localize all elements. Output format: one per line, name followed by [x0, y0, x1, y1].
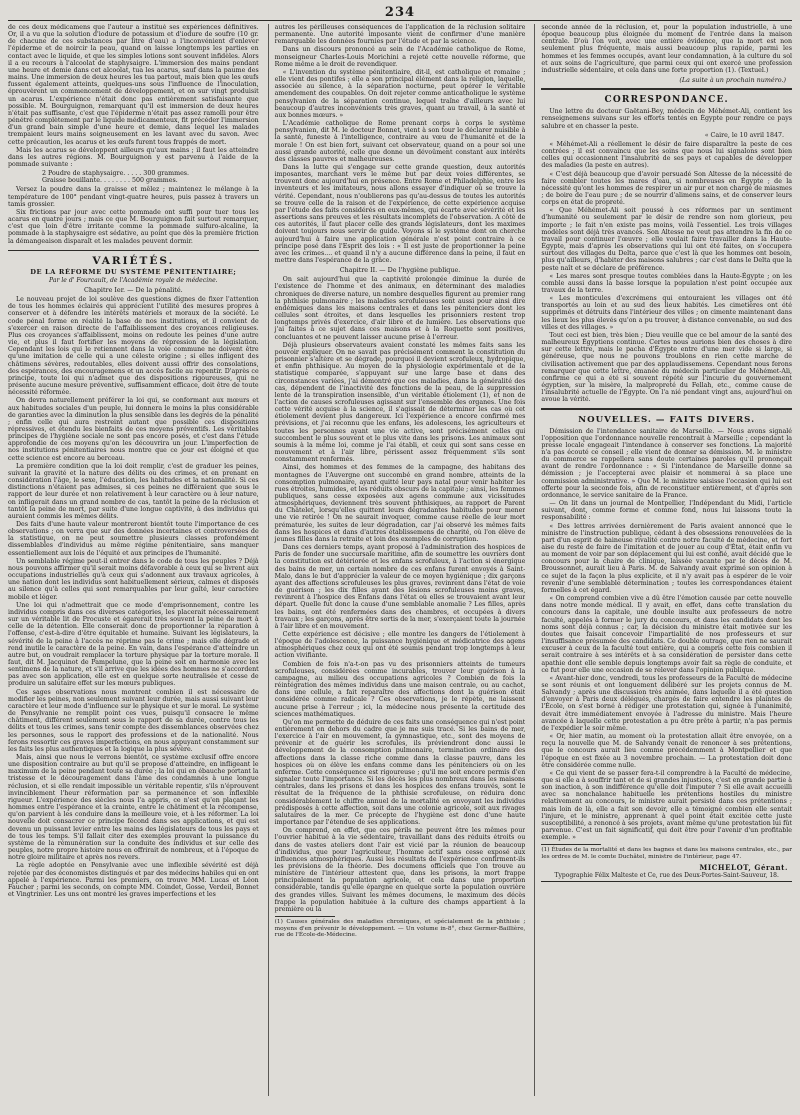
printer-imprint: Typographie Félix Malteste et Ce, rue des Deux-Portes-Saint-Sauveur, 18. [554, 871, 779, 879]
paragraph: « Or, hier matin, au moment où la protestation allait être envoyée, on a reçu la nouvelle que M. de Salvandy venait de renoncer à ses prétentions, que le concours aurait lieu comme précédemment à Montpellier et que l'époque en est fixée au 3 novembre prochain. — La protestation doit donc être considérée comme nulle. [541, 733, 792, 769]
paragraph: On devra naturellement préférer la loi qui, se conformant aux mœurs et aux habitudes sociales d'un peuple, lui donnera le moins la plus considérable de garanties avec la diminution la plus sensible dans les degrés de la pénalité ; enfin celle qui aura restreint autant que possible ces dispositions répressives, et étendu les bienfaits de ces moyens préventifs. Les véritables principes de l'hygiène sociale ne sont pas encore posés, et c'est dans l'étude approfondie de ces moyens qu'on les découvrira un jour. L'imperfection de nos institutions pénitentiaires nous montre que ce jour est éloigné et que cette science est encore au berceau. [8, 397, 259, 462]
page-number: 234 [384, 5, 416, 20]
paragraph: Cette expérience est décisive ; elle montre les dangers de l'étiolement à l'époque de l'adolescence, la puissance hygiénique et médicatrice des agens atmosphériques chez ceux qui ont été soumis pendant trop longtemps à leur action vivifiante. [274, 630, 526, 660]
paragraph: autres les périlleuses conséquences de l'application de la réclusion solitaire permanente. Une autorité imposante vient de confirmer d'une manière remarquable les données fournies par l'étude et par la science. [274, 24, 526, 46]
formula-line: Graisse bouillante. . . . . . . . 500 grammes. [42, 177, 178, 185]
article-title: DE LA RÉFORME DU SYSTÈME PÉNITENTIAIRE; [30, 267, 237, 276]
paragraph: Mais les acarus se développent ailleurs qu'aux mains ; il faut les atteindre dans les autres régions. M. Bourguignon y est parvenu à l'aide de la pommade suivante : [8, 146, 259, 168]
paragraph: Dans ces derniers temps, ayant proposé à l'administration des hospices de Paris de fonder une succursale maritime, afin de soumettre les ouvriers dont la constitution est détériorée et les enfans scrofuleux, à l'action si énergique des bains de mer, un certain nombre de ces enfans furent envoyés à Saint-Malo, dans le but d'apprécier la valeur de ce moyen hygiénique ; dix garçons ayant des affections scrofuleuses les plus graves, revinrent dans l'état de voie de guérison ; les dix filles ayant des lésions scrofuleuses moins graves, revinrent à l'hospice des Enfans dans l'état où elles se trouvaient avant leur départ. Quelle fut donc la cause d'une semblable anomalie ? Les filles, après les bains, ont été renfermées dans des chambres, et occupées à divers travaux ; les garçons, après être sortis de la mer, s'exerçaient toute la journée à l'air libre et en mouvement. [274, 544, 526, 630]
chapter-heading: Chapitre Ier. — De la pénalité. [84, 286, 183, 294]
paragraph: de ces deux médicamens que l'auteur a institué ses expériences définitives. Or, il a vu que la solution d'iodure de potassium et d'iodure de soufre (10 gr. de chacune de ces substances par litre d'eau) a l'inconvénient d'enlever l'épiderme et de noircir la peau, quand on laisse longtemps les parties en contact avec le liquide, et que les simples lotions sont souvent infidèles. Alors il a eu recours à l'alcoolat de staphysaigre. L'immersion des mains pendant une heure et demie dans cet alcoolat, tua les acarus, sauf dans la paume des mains. Une immersion de deux heures les tua partout, mais bien que les œufs fussent également atteints, quelques-uns sous l'influence de l'inoculation, éprouvèrent un commencement de développement, et on sur vingt produisit un acarus. L'expérience n'était donc pas entièrement satisfaisante que possible. M. Bourguignon, remarquant qu'il est immersion de deux heures n'était pas suffisante, c'est que l'épiderme n'était pas assez ramolli pour être pénétré complètement par le liquide médicamenteux, fit précéder l'immersion d'un grand bain simple d'une heure et demie, dans lequel les malades trempaient leurs mains soigneusement en les lavant avec du savon. Avec cette précaution, les acarus et les œufs furent tous frappés de mort. [8, 24, 259, 146]
paragraph: « Les monticules d'excrémens qui entouraient les villages ont été transportés au loin et au sud des lieux habités. Les cimetières ont été supprimés et détruits dans l'intérieur des villes ; on cimente maintenant dans les lieux les plus élevés qu'on a pu trouver, à distance convenable, au sud des villes et des villages. » [541, 295, 792, 331]
paragraph: Une loi qui n'admettrait que ce mode d'emprisonnement, contre les individus compris dans ces diverses catégories, les placerait nécessairement sur un véritable lit de Procuste et égarerait très souvent la peine de mort à celle de la détention. Elle conserait donc de proportionner la réparation à l'offense, c'est-à-dire d'être équitable et humaine. Suivant les législateurs, la sévérité de la peine à l'accès ne réprime pas le crime ; mais elle dégrade et rend inutile le caractère de la peine. En vain, dans l'espérance d'atteindre un autre but, on voudrait remplacer la torture physique par la torture morale. Il faut, dit M. Jacquinot de Pampelune, que la peine soit en harmonie avec les sentimens de la nature, et s'il arrive que les idées des hommes ne s'accordent pas avec son application, elle est en quelque sorte neutralisée et cesse de produire un salutaire effet sur les mœurs publiques. [8, 601, 259, 688]
paragraph: « Méhémet-Ali a réellement le désir de faire disparaître la peste de ces contrées ; il est convaincu que les soins que nous lui signalons sont bien celles qui occasionnent l'insalubrité de ses pays et capables de développer des maladies (la peste en autres). [541, 140, 792, 170]
column-3 [534, 24, 792, 1096]
paragraph: — On lit dans un journal de Montpellier, l'Indépendant du Midi, l'article suivant, dont, comme forme et comme fond, nous lui laissons toute la responsabilité : [541, 500, 792, 522]
paragraph: Le nouveau projet de loi soulève des questions dignes de fixer l'attention de tous les hommes éclairés qui apprécient l'utilité des mesures propres à conserver et à défendre les intérêts matériels et moraux de la société. Le code pénal forme en réalité la base de nos institutions, et il convient de s'exercer en raison directe de l'affaiblissement des croyances religieuses. Plus ces croyances s'affaiblissent, moins on redoute les peines d'une autre vie, et plus il faut fortifier les moyens de répression de la législation. Cependant les lois qui le retiennent dans la voie commune ne doivent être qu'une imitation de celle qui a une céleste origine ; si elles infligent des châtimens sévères, redoutables, elles doivent aussi offrir des consolations, des espérances, des encouragemens et un accès facile au repentir. D'après ce principe, toute loi qui n'admet que des dispositions rigoureuses, qui ne présente aucune mesure préventive, suffisamment efficace, doit être de toute nécessité réformée. [8, 296, 259, 397]
paragraph: « Que Méhémet-Ali soit poussé à ces réformes par un sentiment d'humanité ou seulement par le désir de rendre son nom glorieux, peu importe ; le fait n'en existe pas moins, voilà l'essentiel. Les trois villages modèles sont déjà très avancés. Son Altesse ne veut pas attendre la fin de ce travail pour continuer l'œuvre ; elle voulait faire travailler dans la Haute-Égypte, mais d'après les observations qui lui ont été faites, on s'occupera surtout des villages du Delta, parce que c'est là que les hommes ont besoin, plus qu'ailleurs, d'habiter des maisons salubres ; car c'est dans le Delta que la peste naît et se déclare de préférence. [541, 207, 792, 272]
section-title-nouvelles: NOUVELLES. — FAITS DIVERS. [578, 414, 756, 425]
paragraph: La règle adoptée en Pensylvanie avec une inflexible sévérité est déjà rejetée par des économistes distingués et par des médecins habiles qui en ont appelé à l'expérience. Parmi les premiers, on trouve MM. Lucas et Léon Faucher ; parmi les seconds, on compte MM. Coindet, Gosse, Verdeil, Bonnet et Vingtrinier. Les uns ont montré les graves imperfections et les [8, 862, 259, 898]
footnote: (1) Causes générales des maladies chroniques, et spécialement de la phthisie ; moyens d'en prévenir le développement. — Un volume in-8°, chez Germer-Baillière, rue de l'École-de-Médecine. [274, 919, 526, 939]
footnote-rule [541, 844, 601, 845]
paragraph: « L'invention du système pénitentiaire, dit-il, est catholique et romaine ; elle vient des pontifes ; elle a son principal élément dans la religion, laquelle, associée au silence, à la séparation nocturne, peut opérer le véritable amendement des coupables. On doit rejeter comme anticatholique le système pensylvanien de la séparation continue, lequel traîne d'ailleurs avec lui beaucoup d'autres inconvénients très graves, quant au travail, à la santé et aux bonnes mœurs. » [274, 68, 526, 119]
paragraph: « Des lettres arrivées dernièrement de Paris avaient annoncé que le ministre de l'instruction publique, cédant à des obsessions renouvelées de la part d'un esprit de haineuse rivalité contre notre faculté de médecine, et fort aise du reste de faire de l'imitation et de jouer au coup d'État, était enfin vu au moment de voir par son déplacement qui lui est confié, avait décidé que le concours pour la chaire de clinique, laissée vacante par le décès de M. Broussonnet, aurait lieu à Paris. M. de Salvandy avait exprimé son opinion à ce sujet de la façon la plus explicite, et il n'y avait pas à espérer de le voir revenir d'une semblable détermination ; toutes les correspondances étaient formelles à cet égard. [541, 522, 792, 594]
paragraph: Tout ceci est bien, très bien ; Dieu veuille que ce bel amour de la santé des malheureux Égyptiens continue. Certes nous aurions bien des choses à dire sur cette lettre, mais le pacha d'Égypte entre d'une mer vide si large, si généreuse, que nous ne pouvons troublons en rien cette marche de civilisation activement que par des applaudissemens. Cependant nous ferons remarquer que cette lettre, émanée du médecin particulier de Méhémet-Ali, confirme ce qui a été si souvent répété sur l'incurie du gouvernement égyptien, sur la misère, la malpropreté du Fellah, etc., comme cause de l'insalubrité actuelle de l'Égypte. On l'a nié pendant vingt ans, aujourd'hui on avoue la vérité. [541, 331, 792, 404]
paragraph: « On comprend combien vive a dû être l'émotion causée par cette nouvelle dans notre monde médical. Il y avait, en effet, dans cette translation du concours dans la capitale, une double insulte aux professeurs de notre faculté, appelés à former le jury du concours, et dans les candidats dont les noms sont déjà connus ; car, la décision du ministre était motivée sur les doutes que faisait concevoir l'impartialité de nos professeurs et sur l'insuffisance présumée des candidats. Ce double outrage, que rien ne saurait excuser à ceux de la faculté tout entière, qui a compris cette fois combien il serait contraire à ses intérêts et à sa considération de persister dans cette apathie dont elle semble depuis longtemps avoir fait sa règle de conduite, et ce fut pour elle une occasion de se relever dans l'opinion publique. [541, 595, 792, 674]
publisher-signature: MICHELOT, Gérant. [699, 862, 789, 872]
continued-note: (La suite à un prochain numéro.) [679, 76, 787, 85]
paragraph: On comprend, en effet, que ces périls ne peuvent être les mêmes pour l'ouvrier habitué à la vie sédentaire, travaillant dans des réduits étroits ou dans de vastes ateliers dont l'air est vicié par la réunion de beaucoup d'individus, que pour l'agriculteur, l'homme actif sans cesse exposé aux influences atmosphériques. Aussi les résultats de l'expérience confirment-ils les prévisions de la théorie. Des documens officiels que l'on trouve au ministère de l'intérieur attestent que, dans les prisons, la mort frappe principalement la population agricole, et cela dans une proportion considérable, tandis qu'elle épargne en quelque sorte la population ouvrière des grandes villes. Suivant les mêmes documens, le maximum des décès frappe la population habituée à la culture des champs appartient à la première ou la [274, 827, 526, 913]
paragraph: L'Académie catholique de Rome prenant corps à corps le système pensylvanien, dit M. le docteur Bonnet, vient à son tour le déclarer nuisible à la santé, funeste à l'intelligence, contraire au vœu de l'humanité et de la morale ! On est bien fort, suivant cet observateur, quand on a pour soi une aussi grande autorité, celle que donne un dévoûment constant aux intérêts des classes pauvres et malheureuses. [274, 120, 526, 163]
paragraph: Six frictions par jour avec cette pommade ont suffi pour tuer tous les acarus en quatre jours ; mais ce que M. Bourguignon fait surtout remarquer, c'est que loin d'être irritante comme la pommade sulfuro-alcaline, la pommade à la staphysaigre est sédative, au point que dès la première friction la démangeaison disparaît et les malades peuvent dormir. [8, 208, 259, 245]
paragraph: Mais, ainsi que nous le verrons bientôt, ce système exclusif offre encore une disposition contraire au but qu'il se propose d'atteindre, en infligeant le maximum de la peine pendant toute sa durée ; la loi qui en ébauche portant la tristesse et le découragement dans l'âme des condamnés à une longue réclusion, et si elle rendait impossible un véritable repentir, s'ils n'éprouvent invinciblement l'heur réformation par sa permanence et son inflexible rigueur. L'expérience des siècles nous l'a appris, ce n'est qu'en plaçant les hommes entre l'espérance et la crainte, entre le châtiment et la récompense, qu'on parvient à les conduire dans la meilleure voie, et à les réformer. La loi nouvelle doit consacrer ce principe fécond dans ses applications, et qui est devenu un puissant levier entre les mains des législateurs de tous les pays et de tous les temps. S'il fallait citer des exemples prouvant la puissance du système de la rémunération sur la conduite des individus et sur celle des peuples, notre propre histoire nous en offrirait de nombreux, et à l'époque de notre gloire militaire et après nos revers. [8, 754, 259, 862]
section-title-varietes: VARIÉTÉS. [92, 254, 175, 267]
section-separator [8, 250, 259, 251]
paragraph: Des faits d'une haute valeur montreront bientôt toute l'importance de ces observations ; on verra que sur des données incertaines et controversées de la statistique, on ne peut soumettre plusieurs classes profondément dissemblables d'individus au même régime pénitentiaire, sans manquer essentiellement aux lois de l'équité et aux principes de l'humanité. [8, 521, 259, 557]
paragraph: Un semblable régime peut-il entrer dans le code de tous les peuples ? Déjà nous pouvons affirmer qu'il serait moins défavorable à ceux qui se livrent aux occupations industrielles qu'à ceux qui s'adonnent aux travaux agricoles, à une nation dont les individus sont habituellement sérieux, calmes et disposés au silence qu'à celles qui sont remarquables par leur gaîté, leur caractère mobile et léger. [8, 557, 259, 601]
paragraph: Démission de l'intendance sanitaire de Marseille. — Nous avons signalé l'opposition que l'ordonnance nouvelle rencontrait à Marseille ; cependant la presse locale engageait l'intendance à conserver ses fonctions. La majorité n'a pas écouté ce conseil ; elle vient de donner sa démission. M. le ministre du commerce se rappellera sans doute certaines paroles qu'il prononçait avant de rendre l'ordonnance : « Si l'intendance de Marseille donne sa démission ; je l'accepterai avec plaisir et nommerai à sa place une commission administrative. » Que M. le ministre saisisse l'occasion qui lui est offerte pour la seconde fois, afin de reconstituer entièrement, et d'après son ordonnance, le service sanitaire de la France. [541, 427, 792, 499]
chapter-heading: Chapitre II. — De l'hygiène publique. [339, 266, 461, 275]
section-separator [541, 88, 792, 90]
paragraph: Ces sages observations nous montrent combien il est nécessaire de modifier les peines, non seulement suivant leur durée, mais aussi suivant leur caractère et leur mode d'influence sur le physique et sur le moral. Le système de Pensylvanie ne remplit point ces vues, puisqu'il consacre le même châtiment, différent seulement sous le rapport de sa durée, contre tous les délits et tous les crimes, sans tenir compte des dissemblances observées chez les personnes, sous le rapport des professions et de la nationalité. Nous ferons ressortir ces graves imperfections, en nous appuyant constamment sur les faits les plus authentiques et la logique la plus sévère. [8, 688, 259, 753]
paragraph: seconde année de la réclusion, et, pour la population industrielle, à une époque beaucoup plus éloignée du moment de l'entrée dans la maison centrale. D'où l'on voit, avec une entière évidence, que la mort est non seulement plus fréquente, mais aussi beaucoup plus rapide, parmi les hommes et les femmes occupés, avant leur condamnation, à la culture du sol et aux soins de l'agriculture, que parmi ceux qui ont exercé une profession industrielle sédentaire, et cela dans une forte proportion (1). (Textuel.) [541, 24, 792, 74]
paragraph: La première condition que la loi doit remplir, c'est de graduer les peines, suivant la gravité et la nature des délits ou des crimes, et en prenant en considération l'âge, le sexe, l'éducation, les habitudes et la nationalité. Si ces distinctions n'étaient pas admises, si ces peines ne différaient que sous le rapport de leur durée et non relativement à leur caractère ou à leur nature, on infligerait dans un grand nombre de cas, tantôt la peine de la réclusion et tantôt la peine de mort, par suite d'une longue captivité, à des individus qui auraient commis les mêmes délits. [8, 462, 259, 520]
paragraph: Déjà plusieurs observateurs avaient constaté les mêmes faits sans les pouvoir expliquer. On ne savait pas précisément comment la constitution du prisonnier s'altère et se dégrade, pourquoi il devient scrofuleux, hydropique, et enfin phthisique. Au moyen de la physiologie expérimentale et de la statistique comparée, s'appuyant sur une large base et dans des circonstances variées, j'ai démontré que ces maladies, dans la généralité des cas, dépendent de l'inactivité des fonctions de la peau, de la suppression lente de la transpiration insensible, d'un véritable étiolement (1), et non de l'action de causes scrofuleuses agissant sur l'ensemble des organes. Une fois cette vérité acquise à la science, il s'agissait de déterminer les cas où cet étiolement devient plus dangereux. Ici l'expérience a encore confirmé mes prévisions, et j'ai reconnu que les enfans, les adolescens, les agriculteurs et toutes les personnes ayant une vie active, sont précisément celles qui succombent le plus souvent et le plus vite dans les prisons. Les animaux sont soumis à la même loi, comme je l'ai établi, et ceux qui sont sans cesse en mouvement et à l'air libre, périssent assez fréquemment s'ils sont constamment renfermés. [274, 341, 526, 464]
section-separator [541, 408, 792, 410]
columns [8, 24, 792, 1096]
column-2 [268, 24, 526, 1096]
paragraph: « Ce qui vient de se passer fera-t-il comprendre à la Faculté de médecine, que si elle a à souffrir tant et de si grandes injustices, c'est en grande partie à son inaction, à son indifférence qu'elle doit l'imputer ? Si elle avait accueilli avec sa nonchalance habituelle les prétentions hostiles du ministre relativement au concours, le ministre aurait persisté dans ces prétentions ; mais loin de là, elle a fait son devoir, elle a témoigné combien elle sentait l'injure, et le ministre, apprenant à quel point était excitée cette juste susceptibilité, a renoncé à ses projets, avant même qu'une protestation lui fût parvenue. C'est un fait significatif, qui doit être pour l'avenir d'un profitable exemple. » [541, 769, 792, 842]
footnote-rule [275, 916, 335, 917]
column-1 [8, 24, 259, 1096]
header-rule [8, 20, 792, 21]
paragraph: « C'est déjà beaucoup que d'avoir persuadé Son Altesse de la nécessité de faire combler toutes les mares d'eau, si nombreuses en Égypte ; de la nécessité qu'ont les hommes de respirer un air pur et non chargé de miasmes ; de boire de l'eau pure ; de se nourrir d'alimens sains, et de conserver leurs corps en état de propreté. [541, 170, 792, 207]
paragraph: Qu'on me permette de déduire de ces faits une conséquence qui n'est point entièrement en dehors du cadre que je me suis tracé. Si les bains de mer, l'exercice à l'air en mouvement, la gymnastique, etc., sont des moyens de prévenir et de guérir les scrofules, ils préviendront donc aussi le développement de la consomption pulmonaire, termination ordinaire des affections dans la classe riche comme dans la classe pauvre, dans les hospices où on élève les enfans comme dans les pénitenciers où on les enferme. Cette conséquence est rigoureuse ; qu'il me soit encore permis d'en signaler toute l'importance. Si les décès les plus nombreux dans les maisons centrales, dans les prisons et dans les hospices des enfans trouvés, sont le résultat de la fréquence de la phthisie scrofuleuse, on réduira donc considérablement le chiffre annuel de la mortalité en envoyant les individus prédisposés à cette affection, soit dans une colonie agricole, soit aux rivages salutaires de la mer. Ce précepte de l'hygiène est donc d'une haute importance par l'étendue de ses applications. [274, 718, 526, 827]
section-title-correspondance: CORRESPONDANCE. [604, 95, 729, 106]
letter-dateline: « Caire, le 10 avril 1847. [704, 131, 785, 139]
paragraph: Dans la lutte qui s'engage sur cette grande question, deux autorités imposantes, marchant vers le même but par deux voies différentes, se trouvent donc aujourd'hui en présence. Entre Rome et Philadelphie, entre les inventeurs et les imitateurs, nous allons essayer d'indiquer où se trouve la vérité. Cependant, nous n'oublierons pas qu'au-dessus de toutes les autorités se trouve celle de la raison et de l'expérience, de cette expérience acquise par l'étude des faits considérés en eux-mêmes, qui écarte avec sévérité et les assertions sans preuves et les résultats incomplets de l'observation. A côté de ces autorités, il faut placer celle des grands législateurs, dont les maximes doivent toujours nous servir de guide. Voyons si le système dont on cherche aujourd'hui à faire une application générale n'est point contraire à ce principe posé dans l'Esprit des lois : « Il est juste de proportionner la peine avec les crimes.... et quand il n'y a aucune différence dans la peine, il faut en mettre dans l'espérance de la grâce. [274, 163, 526, 264]
bottom-rule [541, 881, 792, 882]
paragraph: On sait aujourd'hui que la captivité prolongée diminue la durée de l'existence de l'homme et des animaux, en déterminant des maladies chroniques de diverse nature, un nombre desquelles figurent au premier rang la phthisie pulmonaire ; les maladies scrofuleuses sont aussi pour ainsi dire endémiques dans les maisons centrales et dans les pénitenciers dont les cellules sont étroites, et dans lesquelles les prisonniers restent trop longtemps privés d'exercice, d'air libre et de lumière. Les observations que j'ai faites à ce sujet dans ces maisons et à la Roquette sont positives, concluantes et ne peuvent laisser aucune prise à l'erreur. [274, 276, 526, 341]
paragraph: « Avant-hier donc, vendredi, tous les professeurs de la Faculté de médecine se sont réunis et ont longuement délibéré sur les projets connus de M. Salvandy ; après une discussion très animée, dans laquelle il a été question d'envoyer à Paris deux délégués, chargés de faire entendre les plaintes de l'École, on s'est borné à rédiger une protestation qui, signée à l'unanimité, devait être immédiatement envoyée à l'adresse du ministre. Mais l'heure avancée à laquelle cette protestation a pu être prête à partir, n'a pas permis de l'expédier le soir même. [541, 674, 792, 732]
page-header [8, 4, 792, 18]
paragraph: Ainsi, des hommes et des femmes de la campagne, des habitans des montagnes de l'Auvergne ont succombé en grand nombre, atteints de la consomption pulmonaire, ayant quitté leur pays natal pour venir habiter les rues étroites, humides, et les réduits obscurs de la capitale ; ainsi, les femmes publiques, sans cesse exposées aux agens commune aux vicissitudes atmosphériques, deviennent très souvent phthisiques, au rapport de Parent du Châtelet, lorsqu'elles quittent leurs dégradantes habitudes pour mener une vie retirée ! On ne saurait invoquer, comme cause réelle de leur mort prématurée, les suites de leur dégradation, car j'ai observé les mêmes faits dans les hospices et dans d'autres établissemens de charité, où l'on élève de jeunes filles dans la retraite et loin des exemples de corruption. [274, 464, 526, 543]
footnote: (1) Études de la mortalité et dans les bagnes et dans les maisons centrales, etc., par les ordres de M. le comte Duchâtel, ministre de l'intérieur, page 47. [541, 847, 792, 860]
paragraph: Une lettre du docteur Gaëtani-Bey, médecin de Méhémet-Ali, contient les renseignemens suivans sur les efforts tentés en Égypte pour rendre ce pays salubre et en chasser la peste. [541, 108, 792, 130]
recipe-formula [42, 170, 259, 184]
article-byline: Par le d' Fourcault, de l'Académie royale de médecine. [49, 276, 218, 284]
paragraph: Dans un discours prononcé au sein de l'Académie catholique de Rome, monseigneur Charles-Louis Morichini a rejeté cette nouvelle réforme, que Rome même a le droit de revendiquer. [274, 46, 526, 68]
paragraph: Versez la poudre dans la graisse et mêlez ; maintenez le mélange à la température de 100° pendant vingt-quatre heures, puis passez à travers un tamis grossier. [8, 186, 259, 208]
formula-line: 2 Poudre de staphysaigre. . . . . 300 grammes. [42, 170, 190, 178]
paragraph: Combien de fois n'a-t-on pas vu des prisonniers atteints de tumeurs scrofuleuses, considérées comme incurables, trouver leur guérison à la campagne, au milieu des occupations agricoles ? Combien de fois la réintégration des mêmes individus dans une maison centrale, ou au cachot, dans une cellule, a fait reparaître des affections dont la guérison était considérée comme radicale ? Ces observations, je le répète, ne laissent aucune prise à l'erreur ; ici, la médecine nous présente la certitude des sciences mathématiques. [274, 660, 526, 718]
paragraph: « Les mares sont presque toutes comblées dans la Haute-Égypte ; on les comble aussi dans la basse lorsque la population n'est point occupée aux travaux de la terre. [541, 272, 792, 294]
